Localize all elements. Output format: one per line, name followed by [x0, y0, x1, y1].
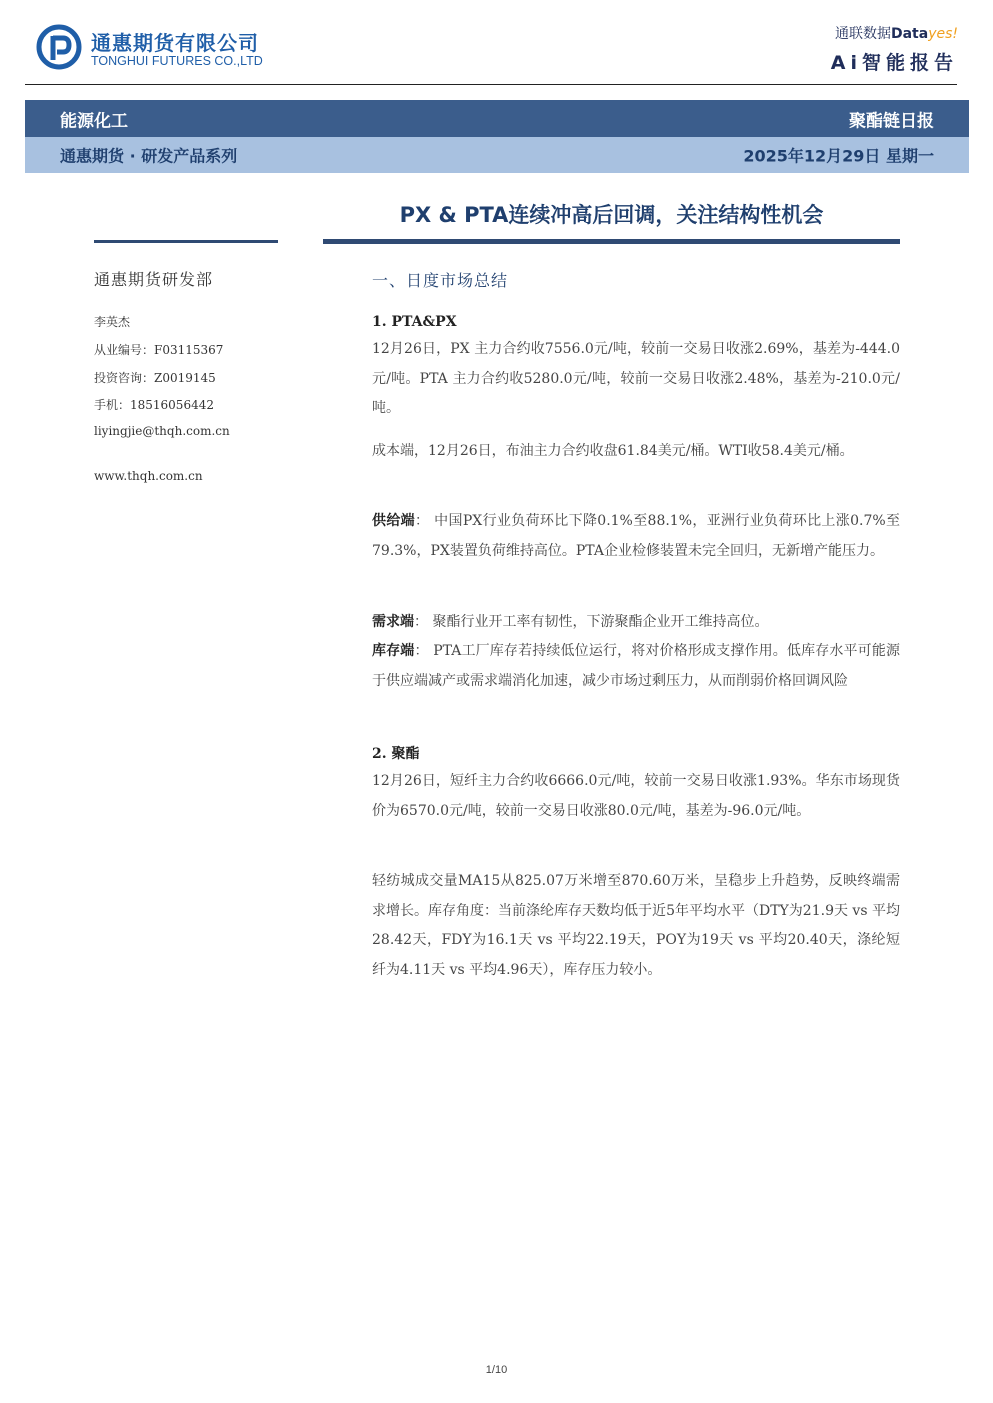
- subsection-heading-polyester: 2. 聚酯: [372, 746, 420, 762]
- analyst-name: 李英杰: [94, 315, 131, 329]
- series-label: 通惠期货 · 研发产品系列: [60, 146, 238, 166]
- supply-label: 供给端: [372, 513, 416, 529]
- advisory-number: 投资咨询：Z0019145: [94, 371, 216, 385]
- paragraph-staple-fiber-prices: 12月26日，短纤主力合约收6666.0元/吨，较前一交易日收涨1.93%。华东市场现货价为6570.0元/吨，较前一交易日收涨80.0元/吨，基差为-96.0元/吨。: [372, 773, 900, 819]
- sidebar-rule: [94, 240, 278, 243]
- subsection-heading-pta-px: 1. PTA&PX: [372, 314, 457, 330]
- demand-text: ： 聚酯行业开工率有韧性，下游聚酯企业开工维持高位。: [414, 614, 769, 630]
- phone-number: 手机：18516056442: [94, 398, 214, 412]
- company-name-cn: 通惠期货有限公司: [91, 31, 259, 55]
- report-date: 2025年12月29日 星期一: [743, 146, 934, 166]
- report-type-label: 聚酯链日报: [849, 111, 934, 131]
- inventory-label: 库存端: [372, 643, 415, 659]
- header-divider: [25, 84, 957, 85]
- paragraph-supply-side: [372, 507, 900, 566]
- paragraph-px-pta-prices: 12月26日，PX 主力合约收7556.0元/吨，较前一交易日收涨2.69%，基差为-444.0元/吨。PTA 主力合约收5280.0元/吨，较前一交易日收涨2.48%，基差为-210.0元/吨。: [372, 341, 900, 416]
- company-name-en: TONGHUI FUTURES CO.,LTD: [91, 54, 263, 68]
- department-name: 通惠期货研发部: [94, 270, 214, 289]
- paragraph-cost-side: 成本端，12月26日，布油主力合约收盘61.84美元/桶。WTI收58.4美元/桶。: [372, 443, 854, 459]
- paragraph-volume-inventory: 轻纺城成交量MA15从825.07万米增至870.60万米，呈稳步上升趋势，反映终端需求增长。库存角度：当前涤纶库存天数均低于近5年平均水平（DTY为21.9天 vs 平均28.42天，FDY为16.1天 vs 平均22.19天，POY为19天 vs 平均20.40天，涤纶短纤为4.11天 vs 平均4.96天），库存压力较小。: [372, 873, 900, 978]
- datayes-logo: [835, 23, 958, 43]
- title-underline: [323, 239, 900, 244]
- report-title: PX & PTA连续冲高后回调，关注结构性机会: [399, 203, 824, 227]
- series-banner: [25, 137, 969, 173]
- inventory-text: ： PTA工厂库存若持续低位运行，将对价格形成支撑作用。低库存水平可能源于供应端减产或需求端消化加速，减少市场过剩压力，从而削弱价格回调风险: [372, 643, 900, 689]
- ai-report-label: Ai智能报告: [830, 52, 958, 74]
- license-number: 从业编号：F03115367: [94, 343, 224, 357]
- sector-label: 能源化工: [60, 111, 128, 131]
- sector-banner: [25, 100, 969, 137]
- datayes-prefix: 通联数据: [834, 26, 891, 42]
- supply-text: ： 中国PX行业负荷环比下降0.1%至88.1%，亚洲行业负荷环比上涨0.7%至79.3%，PX装置负荷维持高位。PTA企业检修装置未完全回归，无新增产能压力。: [372, 513, 901, 559]
- email-link[interactable]: liyingjie@thqh.com.cn: [94, 424, 230, 438]
- page-number: 1/10: [485, 1364, 508, 1376]
- section-heading: 一、日度市场总结: [372, 271, 509, 290]
- website-link[interactable]: www.thqh.com.cn: [94, 469, 203, 483]
- datayes-yes: yes!: [928, 26, 958, 42]
- datayes-data: Data: [890, 26, 929, 42]
- demand-label: 需求端: [372, 614, 414, 630]
- tonghui-logo-icon: [36, 24, 82, 70]
- paragraph-demand-side: [372, 608, 900, 638]
- paragraph-inventory-side: [372, 637, 900, 696]
